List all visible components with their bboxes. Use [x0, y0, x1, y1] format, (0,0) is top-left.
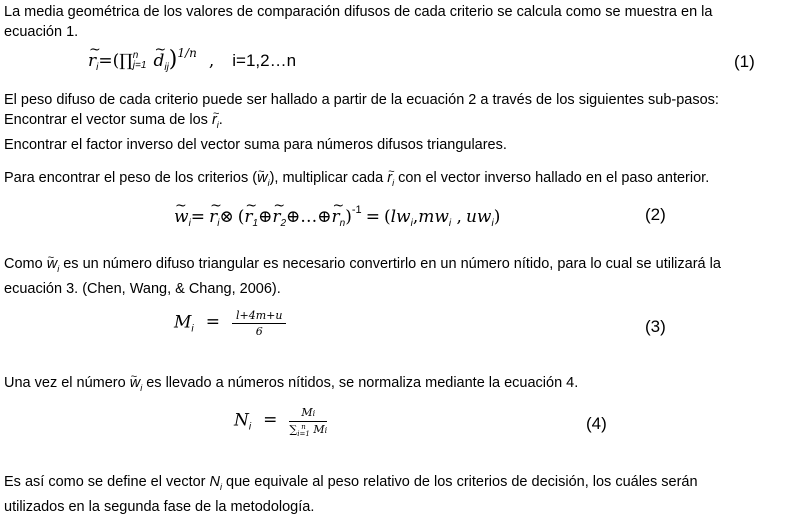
eq4-n: N — [234, 410, 249, 431]
equation-3 — [174, 308, 286, 339]
paragraph-defuzzify — [4, 254, 786, 299]
eq2-r2-sub: 2 — [280, 218, 287, 229]
eq4-fraction — [289, 405, 327, 438]
steps-var-r-sub: i — [216, 120, 219, 130]
eq2-oplus-1: ⊕ — [258, 207, 273, 227]
paragraph-steps-line-2 — [4, 110, 786, 135]
equation-4 — [234, 405, 327, 438]
eq2-mw: mw — [418, 207, 449, 227]
conclusion-text-a: Es así como se define el vector — [4, 474, 210, 490]
eq4-n-sub: i — [248, 421, 252, 433]
eq2-r1-sub: 1 — [252, 218, 259, 229]
conclusion-text-b: que equivale al peso relativo de los criterios de decisión, los cuáles serán — [222, 474, 698, 490]
defuzzify-var-w: ~ w — [47, 256, 57, 272]
eq2-w-sub: i — [188, 218, 191, 229]
eq2-rn: ~ r — [332, 207, 340, 227]
paragraph-defuzzify-line-1 — [4, 254, 786, 279]
eq2-uw-sub: i — [491, 218, 494, 229]
eq4-num-m: M — [301, 406, 313, 419]
eq3-m: M — [174, 312, 192, 333]
eq2-otimes: ⊗ — [219, 207, 234, 227]
eq4-sum: ∑ — [289, 423, 298, 436]
eq2-r2: ~ r — [272, 207, 280, 227]
eq4-den-m-sub: i — [324, 426, 328, 435]
eq2-lw-sub: i — [410, 218, 413, 229]
eq1-r-sub: i — [96, 62, 99, 73]
eq1-product-sub: j=1 — [132, 60, 147, 71]
eq2-open: ( — [237, 207, 245, 227]
eq2-oplus-2: ⊕…⊕ — [286, 207, 332, 227]
eq2-lw: lw — [390, 207, 411, 227]
eq4-sum-sub: i=1 — [297, 430, 310, 438]
normalize-var-w: ~ w — [130, 375, 140, 391]
defuzzify-text-b: es un número difuso triangular es necesario convertirlo en un número nítido, para lo cual se utilizará la — [59, 256, 721, 272]
weights-var-w: ~ w — [257, 170, 267, 186]
paragraph-steps — [4, 90, 786, 155]
eq3-number: (3) — [645, 317, 666, 336]
eq1-exponent: 1/n — [177, 46, 197, 60]
eq1-d: ~ d — [153, 51, 164, 71]
eq4-num-m-sub: i — [312, 409, 316, 418]
eq3-fraction — [232, 308, 286, 339]
eq4-denominator — [289, 422, 327, 438]
equation-1 — [88, 46, 296, 73]
eq1-close: ) — [168, 47, 178, 72]
eq2-sep-2: , — [451, 207, 462, 227]
paragraph-conclusion — [4, 472, 786, 517]
eq2-r-sub: i — [217, 218, 220, 229]
paragraph-conclusion-line-1 — [4, 472, 786, 497]
eq2-r: ~ r — [209, 207, 217, 227]
eq1-equals: =( — [98, 51, 120, 71]
weights-text-b: ), multiplicar cada — [269, 170, 388, 186]
eq2-uw: uw — [465, 207, 492, 227]
eq2-rhs-open: ( — [383, 207, 391, 227]
paragraph-intro-line-1: La media geométrica de los valores de comparación difusos de cada criterio se calcula como se muestra en la — [4, 4, 713, 20]
eq1-number: (1) — [734, 52, 755, 71]
normalize-text-b: es llevado a números nítidos, se normaliza mediante la ecuación 4. — [142, 375, 579, 391]
weights-text-a: Para encontrar el peso de los criterios ( — [4, 170, 258, 186]
paragraph-steps-line-3: Encontrar el factor inverso del vector suma para números difusos triangulares. — [4, 137, 507, 153]
eq2-close: ) — [345, 207, 352, 227]
eq4-sum-sup: n — [301, 423, 306, 431]
eq2-rn-sub: n — [339, 218, 346, 229]
eq1-range: i=1,2…n — [232, 51, 297, 70]
eq2-exponent: -1 — [351, 204, 362, 216]
eq3-numerator: l+4m+u — [232, 308, 286, 324]
normalize-var-w-sub: i — [140, 383, 143, 393]
paragraph-conclusion-line-2: utilizados en la segunda fase de la metodología. — [4, 499, 315, 515]
steps-line-2-text: Encontrar el vector suma de los — [4, 112, 212, 128]
eq2-r1: ~ r — [244, 207, 252, 227]
defuzzify-text-a: Como — [4, 256, 47, 272]
eq2-mw-sub: i — [448, 218, 452, 229]
paragraph-defuzzify-line-2: ecuación 3. (Chen, Wang, & Chang, 2006). — [4, 281, 281, 297]
weights-var-r-sub: i — [392, 178, 395, 188]
weights-var-r: ~ r — [387, 170, 392, 186]
conclusion-var-n-sub: i — [220, 482, 222, 492]
eq4-number: (4) — [586, 414, 607, 433]
eq3-m-sub: i — [191, 323, 194, 335]
eq1-comma: , — [208, 51, 215, 71]
eq4-den-m: M — [313, 423, 325, 436]
eq4-numerator — [289, 405, 327, 422]
eq1-product-sup: n — [132, 50, 139, 61]
weights-text-c: con el vector inverso hallado en el paso anterior. — [394, 170, 710, 186]
eq2-eq: = — [365, 207, 380, 227]
eq1-r: ~ r — [88, 51, 96, 71]
weights-var-w-sub: i — [267, 178, 270, 188]
paragraph-normalize — [4, 373, 786, 398]
paragraph-intro — [4, 2, 786, 42]
steps-line-2-end: . — [218, 112, 223, 128]
eq3-equals: = — [205, 312, 220, 333]
steps-var-r: ~ r — [212, 112, 217, 128]
eq4-equals: = — [263, 410, 278, 431]
normalize-text-a: Una vez el número — [4, 375, 130, 391]
eq2-sep-1: , — [412, 207, 419, 227]
defuzzify-var-w-sub: i — [57, 264, 60, 274]
eq2-rhs-close: ) — [493, 207, 501, 227]
paragraph-intro-line-2: ecuación 1. — [4, 24, 79, 40]
equation-2 — [174, 204, 500, 229]
conclusion-var-n: N — [209, 474, 220, 490]
eq1-product: ∏ — [119, 51, 133, 71]
paragraph-weights — [4, 168, 786, 193]
eq1-d-sub: ij — [164, 62, 169, 73]
eq2-equals: = — [190, 207, 206, 227]
eq2-w: ~ w — [174, 207, 189, 227]
paragraph-steps-line-1: El peso difuso de cada criterio puede ser hallado a partir de la ecuación 2 a través de los siguientes sub-pasos: — [4, 92, 719, 108]
eq3-denominator: 6 — [255, 325, 263, 338]
eq2-number: (2) — [645, 205, 666, 224]
